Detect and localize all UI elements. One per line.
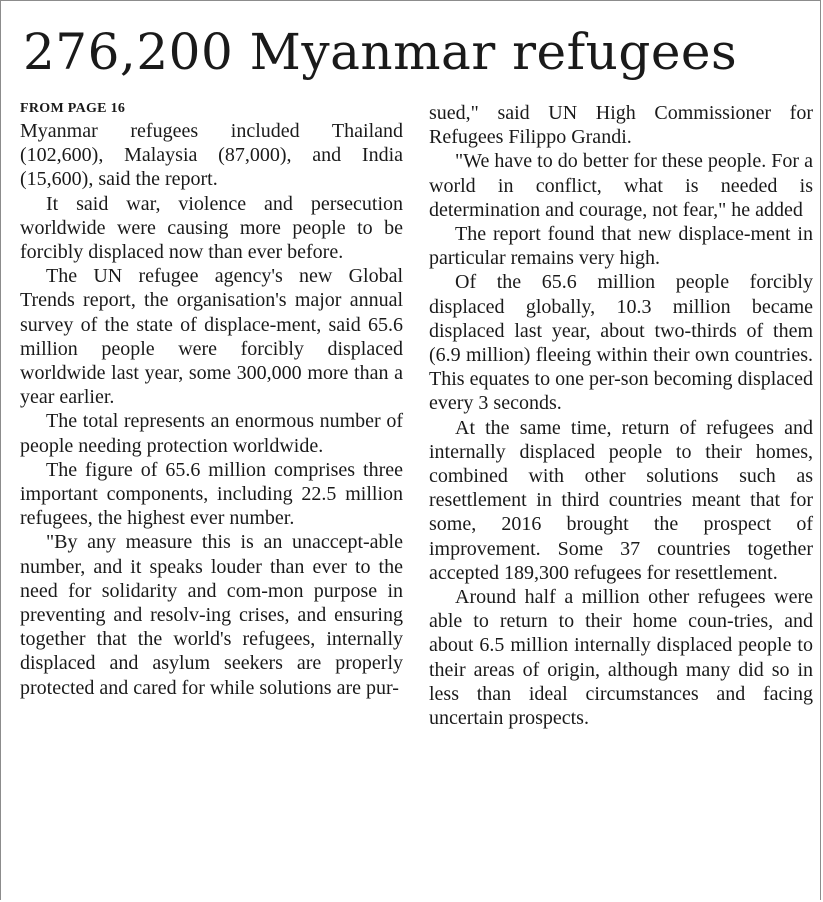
paragraph: The total represents an enormous number of people needing protection worldwide. bbox=[20, 410, 403, 457]
paragraph: Myanmar refugees included Thailand (102,600), Malaysia (87,000), and India (15,600), said the report. bbox=[20, 120, 403, 191]
paragraph: The figure of 65.6 million comprises three important components, including 22.5 million refugees, the highest ever number. bbox=[20, 458, 403, 530]
paragraph: "We have to do better for these people. For a world in conflict, what is needed is determination and courage, not fear," he added bbox=[429, 150, 813, 221]
article-column-left bbox=[20, 99, 403, 700]
paragraph: It said war, violence and persecution worldwide were causing more people to be forcibly displaced now than ever before. bbox=[20, 192, 403, 264]
continued-from-label: FROM PAGE 16 bbox=[20, 101, 126, 116]
paragraph: sued," said UN High Commissioner for Refugees Filippo Grandi. bbox=[429, 102, 813, 149]
paragraph: Around half a million other refugees were able to return to their home coun-tries, and about 6.5 million internally displaced people to their areas of origin, although many did so in less than ideal circumstances and facing uncertain prospects. bbox=[429, 586, 813, 730]
paragraph: Of the 65.6 million people forcibly displaced globally, 10.3 million became displaced last year, about two-thirds of them (6.9 million) fleeing within their own countries. This equates to one per-son becoming displaced every 3 seconds. bbox=[429, 271, 813, 415]
paragraph: "By any measure this is an unaccept-able number, and it speaks louder than ever to the need for solidarity and com-mon purpose in preventing and resolv-ing crises, and ensuring together that the world's refugees, internally displaced and asylum seekers are properly protected and cared for while solutions are pur- bbox=[20, 531, 403, 699]
article-column-right bbox=[429, 101, 813, 730]
paragraph: At the same time, return of refugees and internally displaced people to their homes, combined with other solutions such as resettlement in third countries meant that for some, 2016 brought the prospect of improvement. Some 37 countries together accepted 189,300 refugees for resettlement. bbox=[429, 416, 813, 584]
paragraph: The UN refugee agency's new Global Trends report, the organisation's major annual survey of the state of displace-ment, said 65.6 million people were forcibly displaced worldwide last year, some 300,000 more than a year earlier. bbox=[20, 265, 403, 409]
headline: 276,200 Myanmar refugees bbox=[23, 23, 738, 81]
paragraph: The report found that new displace-ment in particular remains very high. bbox=[429, 223, 813, 270]
